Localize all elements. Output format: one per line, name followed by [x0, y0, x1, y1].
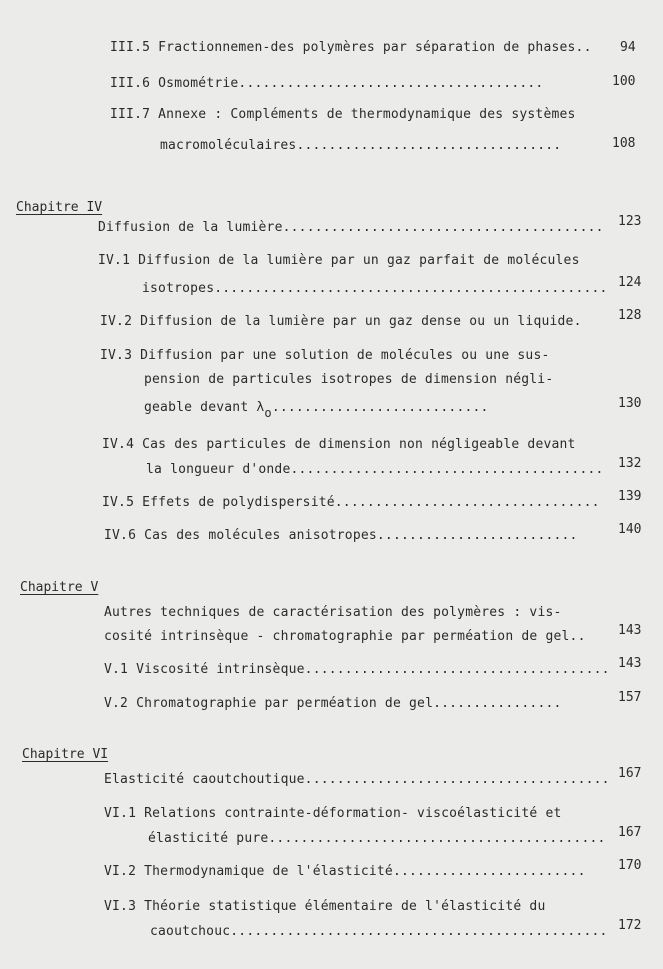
toc-entry-chapter-v-title: [104, 605, 562, 620]
entry-text: III.6 Osmométrie......................................: [110, 76, 544, 91]
page-number: 172: [618, 918, 642, 933]
entry-text: pension de particules isotropes de dimension négli-: [144, 372, 554, 387]
page-number: 94: [620, 40, 636, 55]
entry-text: IV.2 Diffusion de la lumière par un gaz dense ou un liquide.: [100, 314, 582, 329]
page-number: 140: [618, 522, 642, 537]
toc-entry-vi-1-cont: [148, 831, 606, 846]
subscript: o: [264, 406, 272, 420]
toc-entry-chapter-iv-title: [98, 220, 604, 235]
page-number: 157: [618, 690, 642, 705]
entry-text: geable devant λ: [144, 400, 265, 415]
page-number: 130: [618, 396, 642, 411]
toc-entry-v-1: [104, 662, 610, 677]
toc-entry-iv-3-cont2: [144, 400, 489, 420]
toc-entry-vi-3-cont: [150, 924, 608, 939]
entry-text: V.1 Viscosité intrinsèque......................................: [104, 662, 610, 677]
toc-entry-iv-4: [102, 437, 576, 452]
toc-entry-vi-3: [104, 899, 545, 914]
toc-entry-iv-2: [100, 314, 582, 329]
page-number: 123: [618, 214, 642, 229]
toc-entry-iii-7: [110, 107, 576, 122]
toc-entry-v-2: [104, 696, 562, 711]
chapter-heading: Chapitre V: [20, 580, 99, 595]
toc-entry-vi-1: [104, 806, 562, 821]
entry-text: IV.4 Cas des particules de dimension non négligeable devant: [102, 437, 576, 452]
entry-text: III.5 Fractionnemen-des polymères par séparation de phases..: [110, 40, 592, 55]
toc-entry-iii-6: [110, 76, 543, 91]
toc-entry-iv-6: [104, 528, 578, 543]
entry-text: IV.6 Cas des molécules anisotropes.........................: [104, 528, 578, 543]
entry-text: IV.3 Diffusion par une solution de molécules ou une sus-: [100, 348, 550, 363]
page-number: 167: [618, 766, 642, 781]
entry-text: III.7 Annexe : Compléments de thermodynamique des systèmes: [110, 107, 576, 122]
page-number: 124: [618, 275, 642, 290]
entry-text: caoutchouc...............................................: [150, 924, 608, 939]
entry-text: VI.1 Relations contrainte-déformation- viscoélasticité et: [104, 806, 562, 821]
page-number: 143: [618, 623, 642, 638]
page-number: 132: [618, 456, 642, 471]
toc-entry-iv-1-cont: [142, 281, 608, 296]
toc-entry-chapter-vi-title: [104, 772, 610, 787]
toc-entry-iv-1: [98, 253, 580, 268]
page-number: 170: [618, 858, 642, 873]
entry-text: Elasticité caoutchoutique......................................: [104, 772, 610, 787]
page-number: 143: [618, 656, 642, 671]
entry-text: V.2 Chromatographie par perméation de gel................: [104, 696, 562, 711]
chapter-heading: Chapitre VI: [22, 747, 109, 762]
toc-entry-iii-5: [110, 40, 592, 55]
toc-entry-vi-2: [104, 864, 586, 879]
entry-text: élasticité pure..........................................: [148, 831, 606, 846]
toc-entry-iv-3-cont: [144, 372, 553, 387]
page-number: 167: [618, 825, 642, 840]
entry-text: la longueur d'onde.......................................: [146, 462, 604, 477]
page-number: 108: [612, 136, 636, 151]
entry-text: macromoléculaires.................................: [160, 138, 562, 153]
toc-entry-iv-3: [100, 348, 550, 363]
entry-text: cosité intrinsèque - chromatographie par perméation de gel..: [104, 629, 586, 644]
entry-text: IV.5 Effets de polydispersité.................................: [102, 495, 600, 510]
page-number: 128: [618, 308, 642, 323]
entry-text: Diffusion de la lumière........................................: [98, 220, 604, 235]
toc-entry-iv-5: [102, 495, 600, 510]
toc-entry-iii-7-cont: [160, 138, 561, 153]
page-number: 100: [612, 74, 636, 89]
page-number: 139: [618, 489, 642, 504]
entry-text: IV.1 Diffusion de la lumière par un gaz parfait de molécules: [98, 253, 580, 268]
entry-text: VI.3 Théorie statistique élémentaire de l'élasticité du: [104, 899, 546, 914]
entry-text: isotropes.................................................: [142, 281, 608, 296]
leader-dots: ...........................: [271, 400, 489, 415]
entry-text: VI.2 Thermodynamique de l'élasticité........................: [104, 864, 586, 879]
entry-text: Autres techniques de caractérisation des polymères : vis-: [104, 605, 562, 620]
chapter-heading: Chapitre IV: [16, 200, 103, 215]
toc-entry-chapter-v-cont: [104, 629, 586, 644]
toc-entry-iv-4-cont: [146, 462, 604, 477]
